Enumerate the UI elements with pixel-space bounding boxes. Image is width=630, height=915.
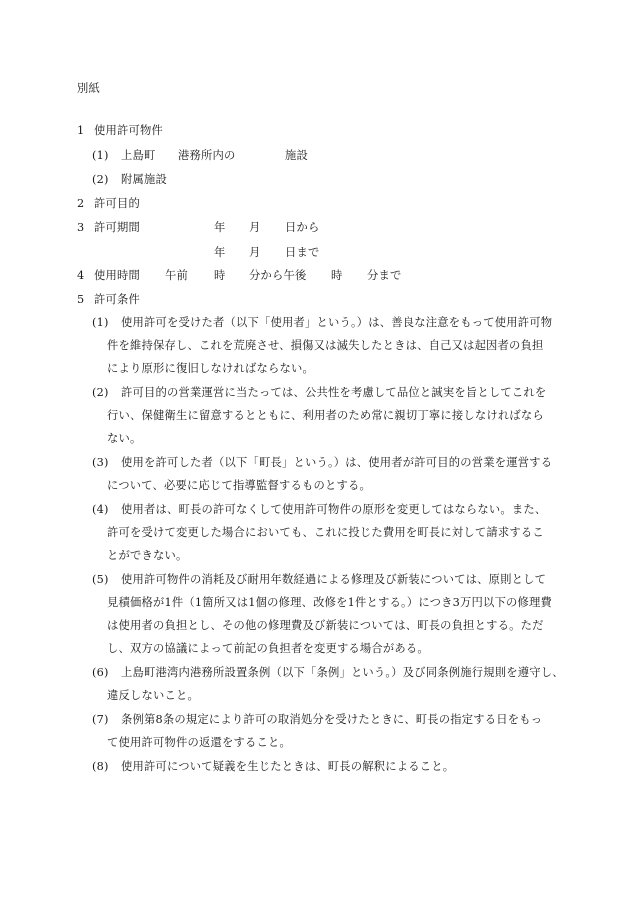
condition-2-line-1: 許可目的の営業運営に当たっては、公共性を考慮して品位と誠実を旨としてこれを [121,386,547,399]
condition-5-line-4: し、双方の協議によって前記の負担者を変更する場合がある。 [107,642,429,655]
condition-7-number: (7) [92,713,109,726]
hours-end-min: 分まで [367,269,402,282]
item-1-1-number: (1) [92,149,109,162]
condition-2-number: (2) [92,386,109,399]
item-4-number: 4 [77,269,85,282]
condition-1-number: (1) [92,316,109,329]
item-5-label: 許可条件 [94,293,140,306]
item-1-number: 1 [77,124,85,137]
hours-end-hour: 時 [331,269,343,282]
item-1-1-town: 上島町 [121,149,156,162]
condition-8-line-1: 使用許可について疑義を生じたときは、町長の解釈によること。 [121,760,455,773]
item-1-1-office: 港務所内の [178,149,236,162]
condition-3-number: (3) [92,456,109,469]
item-1-2-label: 附属施設 [121,173,167,186]
condition-5-line-3: は使用者の負担とし、その他の修理費及び新装については、町長の負担とする。ただ [107,619,544,632]
condition-3-line-2: について、必要に応じて指導監督するものとする。 [107,479,371,492]
period-start-year: 年 [214,221,226,234]
condition-7-line-1: 条例第8条の規定により許可の取消処分を受けたときに、町長の指定する日をもっ [121,713,543,726]
page-title: 別紙 [77,82,100,95]
condition-2-line-3: ない。 [107,432,142,445]
condition-6-line-1: 上島町港湾内港務所設置条例（以下「条例」という。）及び同条例施行規則を遵守し、 [121,666,564,679]
condition-1-line-1: 使用許可を受けた者（以下「使用者」という。）は、善良な注意をもって使用許可物 [121,316,553,329]
condition-2-line-2: 行い、保健衛生に留意するとともに、利用者のため常に親切丁寧に接しなければなら [107,409,544,422]
item-2-number: 2 [77,197,85,210]
period-start-day: 日から [285,221,320,234]
condition-7-line-2: て使用許可物件の返還をすること。 [107,736,291,749]
hours-start-min-pm: 分から午後 [249,269,307,282]
item-1-label: 使用許可物件 [94,124,163,137]
period-start-month: 月 [249,221,261,234]
period-end-month: 月 [249,246,261,259]
item-1-2-number: (2) [92,173,109,186]
condition-6-number: (6) [92,666,109,679]
condition-3-line-1: 使用を許可した者（以下「町長」という。）は、使用者が許可目的の営業を運営する [121,456,553,469]
condition-5-line-2: 見積価格が1件（1箇所又は1個の修理、改修を1件とする。）につき3万円以下の修理費 [107,596,552,609]
item-2-label: 許可目的 [94,197,140,210]
condition-6-line-2: 違反しないこと。 [107,689,199,702]
item-3-label: 許可期間 [94,221,140,234]
condition-1-line-2: 件を維持保存し、これを荒廃させ、損傷又は滅失したときは、自己又は起因者の負担 [107,339,544,352]
condition-1-line-3: により原形に復旧しなければならない。 [107,362,314,375]
hours-start-hour: 時 [214,269,226,282]
item-5-number: 5 [77,293,85,306]
condition-4-line-1: 使用者は、町長の許可なくして使用許可物件の原形を変更してはならない。また、 [121,503,547,516]
period-end-day: 日まで [285,246,320,259]
item-3-number: 3 [77,221,85,234]
condition-4-line-2: 許可を受けて変更した場合においても、これに投じた費用を町長に対して請求するこ [107,526,544,539]
item-4-label: 使用時間 [94,269,140,282]
hours-am: 午前 [165,269,188,282]
condition-5-line-1: 使用許可物件の消耗及び耐用年数経過による修理及び新装については、原則として [121,573,547,586]
condition-4-number: (4) [92,503,109,516]
condition-8-number: (8) [92,760,109,773]
condition-4-line-3: とができない。 [107,549,188,562]
period-end-year: 年 [214,246,226,259]
item-1-1-facility: 施設 [285,149,308,162]
condition-5-number: (5) [92,573,109,586]
